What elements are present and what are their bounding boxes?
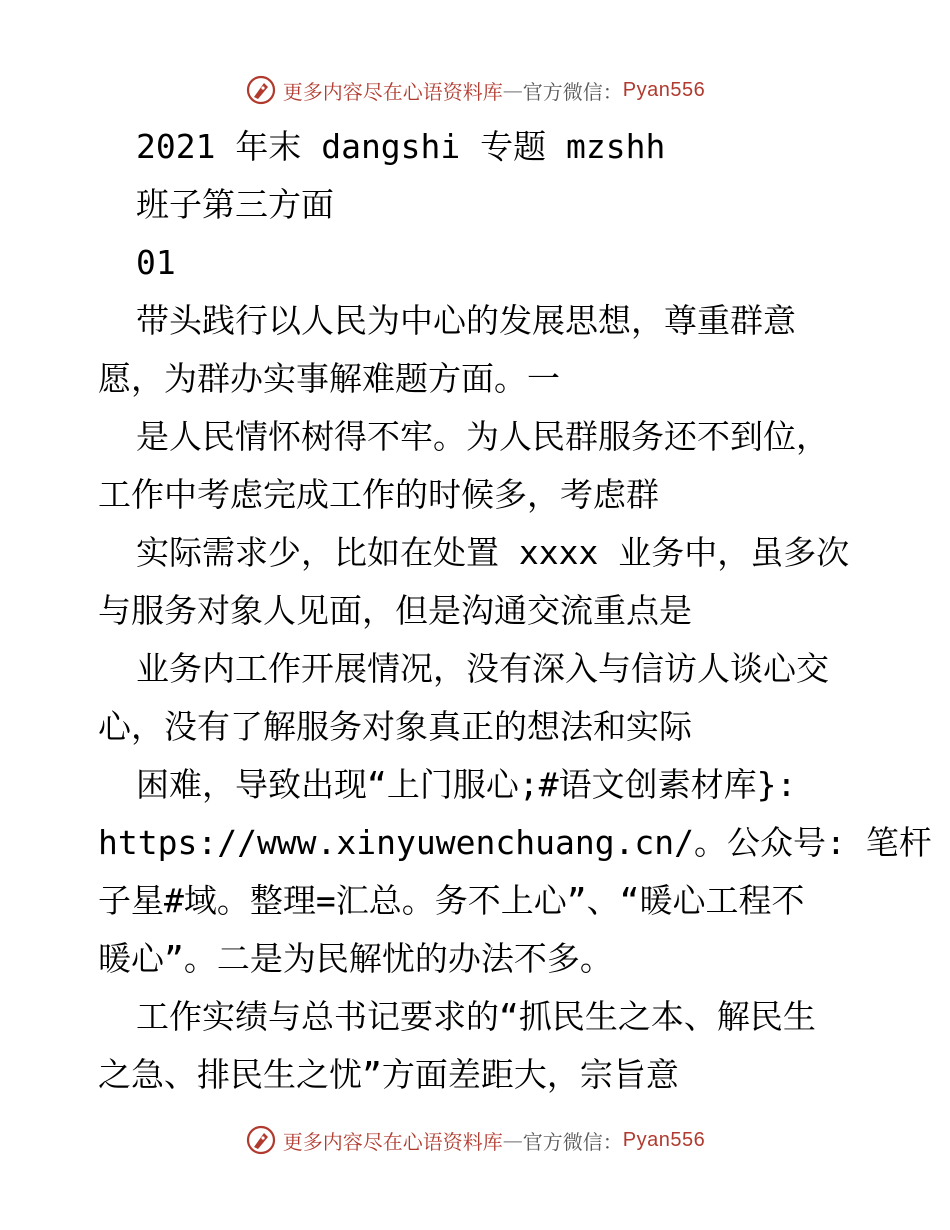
doc-line: 工作中考虑完成工作的时候多，考虑群 xyxy=(98,475,659,514)
doc-section-number: 01 xyxy=(136,243,176,282)
watermark-dash: — xyxy=(502,1128,523,1152)
watermark-account: Pyan556 xyxy=(622,1128,706,1151)
doc-line: 子星#域。整理=汇总。务不上心”、“暖心工程不 xyxy=(98,881,805,920)
doc-subtitle: 班子第三方面 xyxy=(136,185,334,224)
watermark-footer xyxy=(0,1120,950,1160)
watermark-main-text: 更多内容尽在心语资料库 xyxy=(282,79,503,104)
doc-line: 困难，导致出现“上门服心;#语文创素材库}: xyxy=(136,765,797,804)
watermark-account: Pyan556 xyxy=(622,78,706,101)
doc-line: 带头践行以人民为中心的发展思想，尊重群意 xyxy=(136,301,796,340)
doc-line: 愿，为群办实事解难题方面。一 xyxy=(98,359,560,398)
pen-nib-logo-icon xyxy=(245,74,277,106)
doc-line: https://www.xinyuwenchuang.cn/。公众号: 笔杆 xyxy=(98,823,932,862)
doc-line: 心，没有了解服务对象真正的想法和实际 xyxy=(98,707,692,746)
watermark-sub-text: 官方微信： xyxy=(522,1129,623,1154)
watermark-header xyxy=(0,70,950,110)
doc-line: 业务内工作开展情况，没有深入与信访人谈心交 xyxy=(136,649,829,688)
document-body xyxy=(98,118,932,1104)
doc-line: 实际需求少，比如在处置 xxxx 业务中，虽多次 xyxy=(136,533,850,572)
doc-line: 暖心”。二是为民解忧的办法不多。 xyxy=(98,939,613,978)
watermark-main-text: 更多内容尽在心语资料库 xyxy=(282,1129,503,1154)
watermark-sub-text: 官方微信： xyxy=(522,79,623,104)
doc-line: 与服务对象人见面，但是沟通交流重点是 xyxy=(98,591,692,630)
watermark-dash: — xyxy=(502,78,523,102)
doc-line: 之急、排民生之忧”方面差距大，宗旨意 xyxy=(98,1055,679,1094)
doc-line: 是人民情怀树得不牢。为人民群服务还不到位， xyxy=(136,417,829,456)
pen-nib-logo-icon xyxy=(245,1124,277,1156)
doc-line: 工作实绩与总书记要求的“抓民生之本、解民生 xyxy=(136,997,816,1036)
doc-title: 2021 年末 dangshi 专题 mzshh xyxy=(136,127,666,166)
